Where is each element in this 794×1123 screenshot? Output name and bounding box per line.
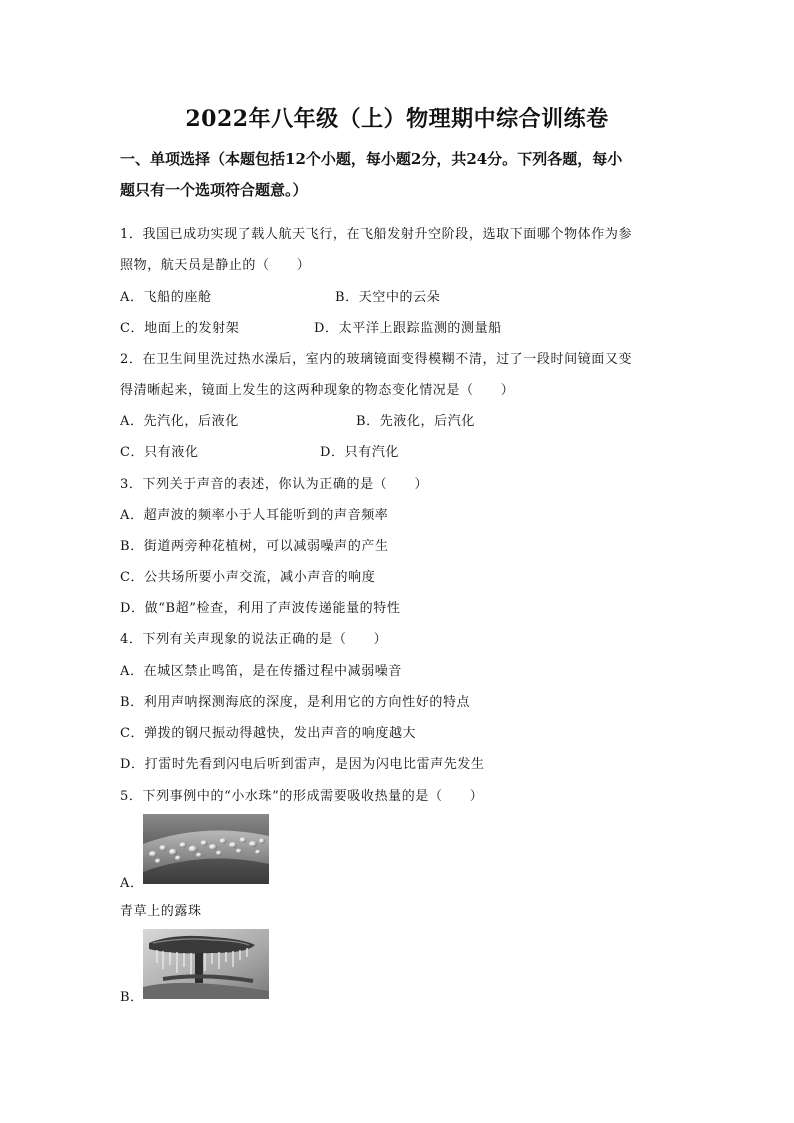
dew-drops-image: [143, 814, 269, 884]
q3-option-c: C．公共场所要小声交流，减小声音的响度: [120, 570, 376, 585]
q2-option-a: A．先汽化，后液化: [120, 414, 239, 429]
section-heading: [120, 144, 690, 206]
icicle-seat-image: [143, 929, 269, 999]
section-heading-line-2: 题只有一个选项符合题意。）: [120, 181, 308, 199]
q4-stem: 4．下列有关声现象的说法正确的是（ ）: [120, 632, 388, 647]
q5-option-a-caption: 青草上的露珠: [120, 904, 202, 919]
q1-option-b: B．天空中的云朵: [335, 290, 441, 305]
q5-option-a-label: A．: [120, 876, 144, 891]
q1-option-c: C．地面上的发射架: [120, 321, 240, 336]
q2-option-c: C．只有液化: [120, 445, 199, 460]
q2-stem-line-2: 得清晰起来，镜面上发生的这两种现象的物态变化情况是（ ）: [120, 383, 515, 398]
q4-option-a: A．在城区禁止鸣笛，是在传播过程中减弱噪音: [120, 664, 402, 679]
q1-option-d: D．太平洋上跟踪监测的测量船: [314, 321, 502, 336]
q3-option-d: D．做“B超”检查，利用了声波传递能量的特性: [120, 601, 401, 616]
q2-option-b: B．先液化，后汽化: [356, 414, 475, 429]
q5-option-b-label: B．: [120, 990, 144, 1005]
q5-stem: 5．下列事例中的“小水珠”的形成需要吸收热量的是（ ）: [120, 789, 484, 804]
q4-option-b: B．利用声呐探测海底的深度，是利用它的方向性好的特点: [120, 695, 471, 710]
q4-option-d: D．打雷时先看到闪电后听到雷声，是因为闪电比雷声先发生: [120, 757, 485, 772]
page-title: 2022年八年级（上）物理期中综合训练卷: [185, 106, 609, 132]
q1-option-a: A．飞船的座舱: [120, 290, 212, 305]
q2-option-d: D．只有汽化: [320, 445, 400, 460]
q3-stem: 3．下列关于声音的表述，你认为正确的是（ ）: [120, 477, 429, 492]
q1-stem-line-1: 1．我国已成功实现了载人航天飞行，在飞船发射升空阶段，选取下面哪个物体作为参: [120, 227, 633, 242]
q4-option-c: C．弹拨的钢尺振动得越快，发出声音的响度越大: [120, 726, 417, 741]
q3-option-a: A．超声波的频率小于人耳能听到的声音频率: [120, 508, 389, 523]
q1-stem-line-2: 照物，航天员是静止的（ ）: [120, 258, 311, 273]
section-heading-line-1: 一、单项选择（本题包括12个小题，每小题2分，共24分。下列各题，每小: [120, 150, 623, 168]
q3-option-b: B．街道两旁种花植树，可以减弱噪声的产生: [120, 539, 389, 554]
q2-stem-line-1: 2．在卫生间里洗过热水澡后，室内的玻璃镜面变得模糊不清，过了一段时间镜面又变: [120, 352, 633, 367]
